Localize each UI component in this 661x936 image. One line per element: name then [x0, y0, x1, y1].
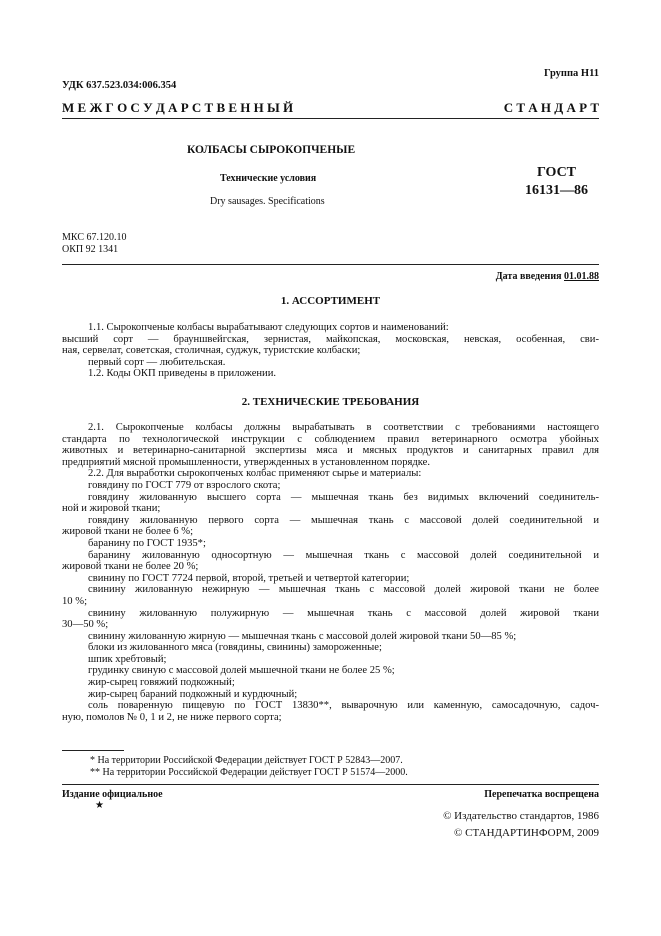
text-line: грудинку свиную с массовой долей мышечной ткани не более 25 %;: [88, 665, 395, 677]
text-line: 1.1. Сырокопченые колбасы вырабатывают следующих сортов и наименований:: [88, 322, 449, 333]
text-line: свинину по ГОСТ 7724 первой, второй, третьей и четвертой категории;: [88, 572, 410, 584]
text-line: баранину по ГОСТ 1935*;: [88, 537, 206, 549]
document-title: КОЛБАСЫ СЫРОКОПЧЕНЫЕ: [187, 144, 356, 156]
udk-code: УДК 637.523.034:006.354: [62, 80, 177, 91]
text-line: жировой ткани не более 20 %;: [62, 561, 199, 573]
text-line: 2.2. Для выработки сырокопченых колбас применяют сырье и материалы:: [88, 468, 422, 480]
group-code: Группа Н11: [543, 68, 599, 79]
official-edition-label: Издание официальное: [62, 789, 163, 800]
text-line: ную, помолов № 0, 1 и 2, не ниже первого сорта;: [62, 711, 282, 723]
header-divider: [62, 118, 599, 119]
text-line: шпик хребтовый;: [88, 653, 167, 665]
standard-banner: [62, 100, 599, 116]
banner-left: М Е Ж Г О С У Д А Р С Т В Е Н Н Ы Й: [62, 100, 294, 115]
text-line: говядину жилованную первого сорта — мышечная ткань с массовой долей соединительной и: [88, 514, 599, 526]
footnote-2: ** На территории Российской Федерации действует ГОСТ Р 51574—2000.: [90, 766, 408, 778]
section-2-body: [62, 422, 599, 723]
text-line: жир-сырец бараний подкожный и курдючный;: [88, 688, 298, 700]
copyright-1: © Издательство стандартов, 1986: [443, 810, 599, 822]
star-icon: ★: [95, 800, 104, 811]
text-line: соль поваренную пищевую по ГОСТ 13830**, выварочную или каменную, самосадочную, садоч-: [88, 700, 599, 712]
section-1-heading: 1. АССОРТИМЕНТ: [280, 295, 381, 307]
text-line: свинину жилованную полужирную — мышечная ткань с массовой долей жировой ткани: [88, 607, 599, 619]
text-line: высший сорт — брауншвейгская, зернистая, майкопская, московская, невская, особенная, сви-: [62, 333, 599, 345]
footnote-1: * На территории Российской Федерации действует ГОСТ Р 52843—2007.: [90, 755, 403, 766]
text-line: говядину жилованную высшего сорта — мышечная ткань без видимых включений соединитель-: [88, 491, 599, 503]
text-line: баранину жилованную односортную — мышечная ткань с массовой долей соединительной и: [88, 549, 599, 561]
banner-right: С Т А Н Д А Р Т: [503, 100, 599, 115]
gost-designation: [525, 164, 588, 199]
text-line: ная, сервелат, советская, столичная, суджук, туристские колбаски;: [62, 345, 361, 357]
date-value: 01.01.88: [564, 271, 599, 282]
codes-divider: [62, 264, 599, 265]
classification-codes: [62, 232, 126, 256]
copyright-2: © СТАНДАРТИНФОРМ, 2009: [454, 827, 599, 839]
date-label: Дата введения: [495, 271, 562, 282]
text-line: стандарта по технологической инструкции с соблюдением правил ветеринарного осмотра убойных: [62, 433, 599, 445]
section-2-heading: 2. ТЕХНИЧЕСКИЕ ТРЕБОВАНИЯ: [241, 396, 420, 408]
text-line: свинину жилованную жирную — мышечная ткань с массовой долей жировой ткани 50—85 %;: [88, 630, 517, 642]
footer-divider: [62, 784, 599, 785]
text-line: жир-сырец говяжий подкожный;: [88, 677, 235, 689]
section-1-body: [62, 322, 599, 380]
text-line: 10 %;: [62, 595, 88, 607]
introduction-date: [496, 271, 599, 282]
text-line: ной и жировой ткани;: [62, 503, 161, 515]
text-line: первый сорт — любительская.: [88, 356, 226, 368]
footnotes: [62, 755, 599, 778]
text-line: говядину по ГОСТ 779 от взрослого скота;: [88, 479, 281, 491]
text-line: жировой ткани не более 6 %;: [62, 526, 194, 538]
text-line: предприятий мясной промышленности, утвержденных в установленном порядке.: [62, 456, 430, 468]
text-line: животных и ветеринарно-санитарной экспертизы мяса и мясных продуктов и санитарных правил для: [62, 445, 599, 457]
document-subtitle: Технические условия: [220, 173, 317, 184]
okp-code: ОКП 92 1341: [62, 244, 119, 255]
text-line: 2.1. Сырокопченые колбасы должны вырабатывать в соответствии с требованиями настоящего: [88, 422, 599, 433]
text-line: 1.2. Коды ОКП приведены в приложении.: [88, 368, 277, 380]
footnote-divider: [62, 750, 124, 751]
english-title: Dry sausages. Specifications: [210, 196, 325, 207]
reprint-notice: Перепечатка воспрещена: [484, 789, 599, 800]
mks-code: МКС 67.120.10: [62, 232, 127, 243]
text-line: блоки из жилованного мяса (говядины, свинины) замороженные;: [88, 642, 382, 654]
gost-number: 16131—86: [525, 182, 588, 198]
text-line: 30—50 %;: [62, 619, 109, 631]
gost-label: ГОСТ: [536, 165, 577, 180]
text-line: свинину жилованную нежирную — мышечная ткань с массовой долей жировой ткани не более: [88, 584, 599, 596]
